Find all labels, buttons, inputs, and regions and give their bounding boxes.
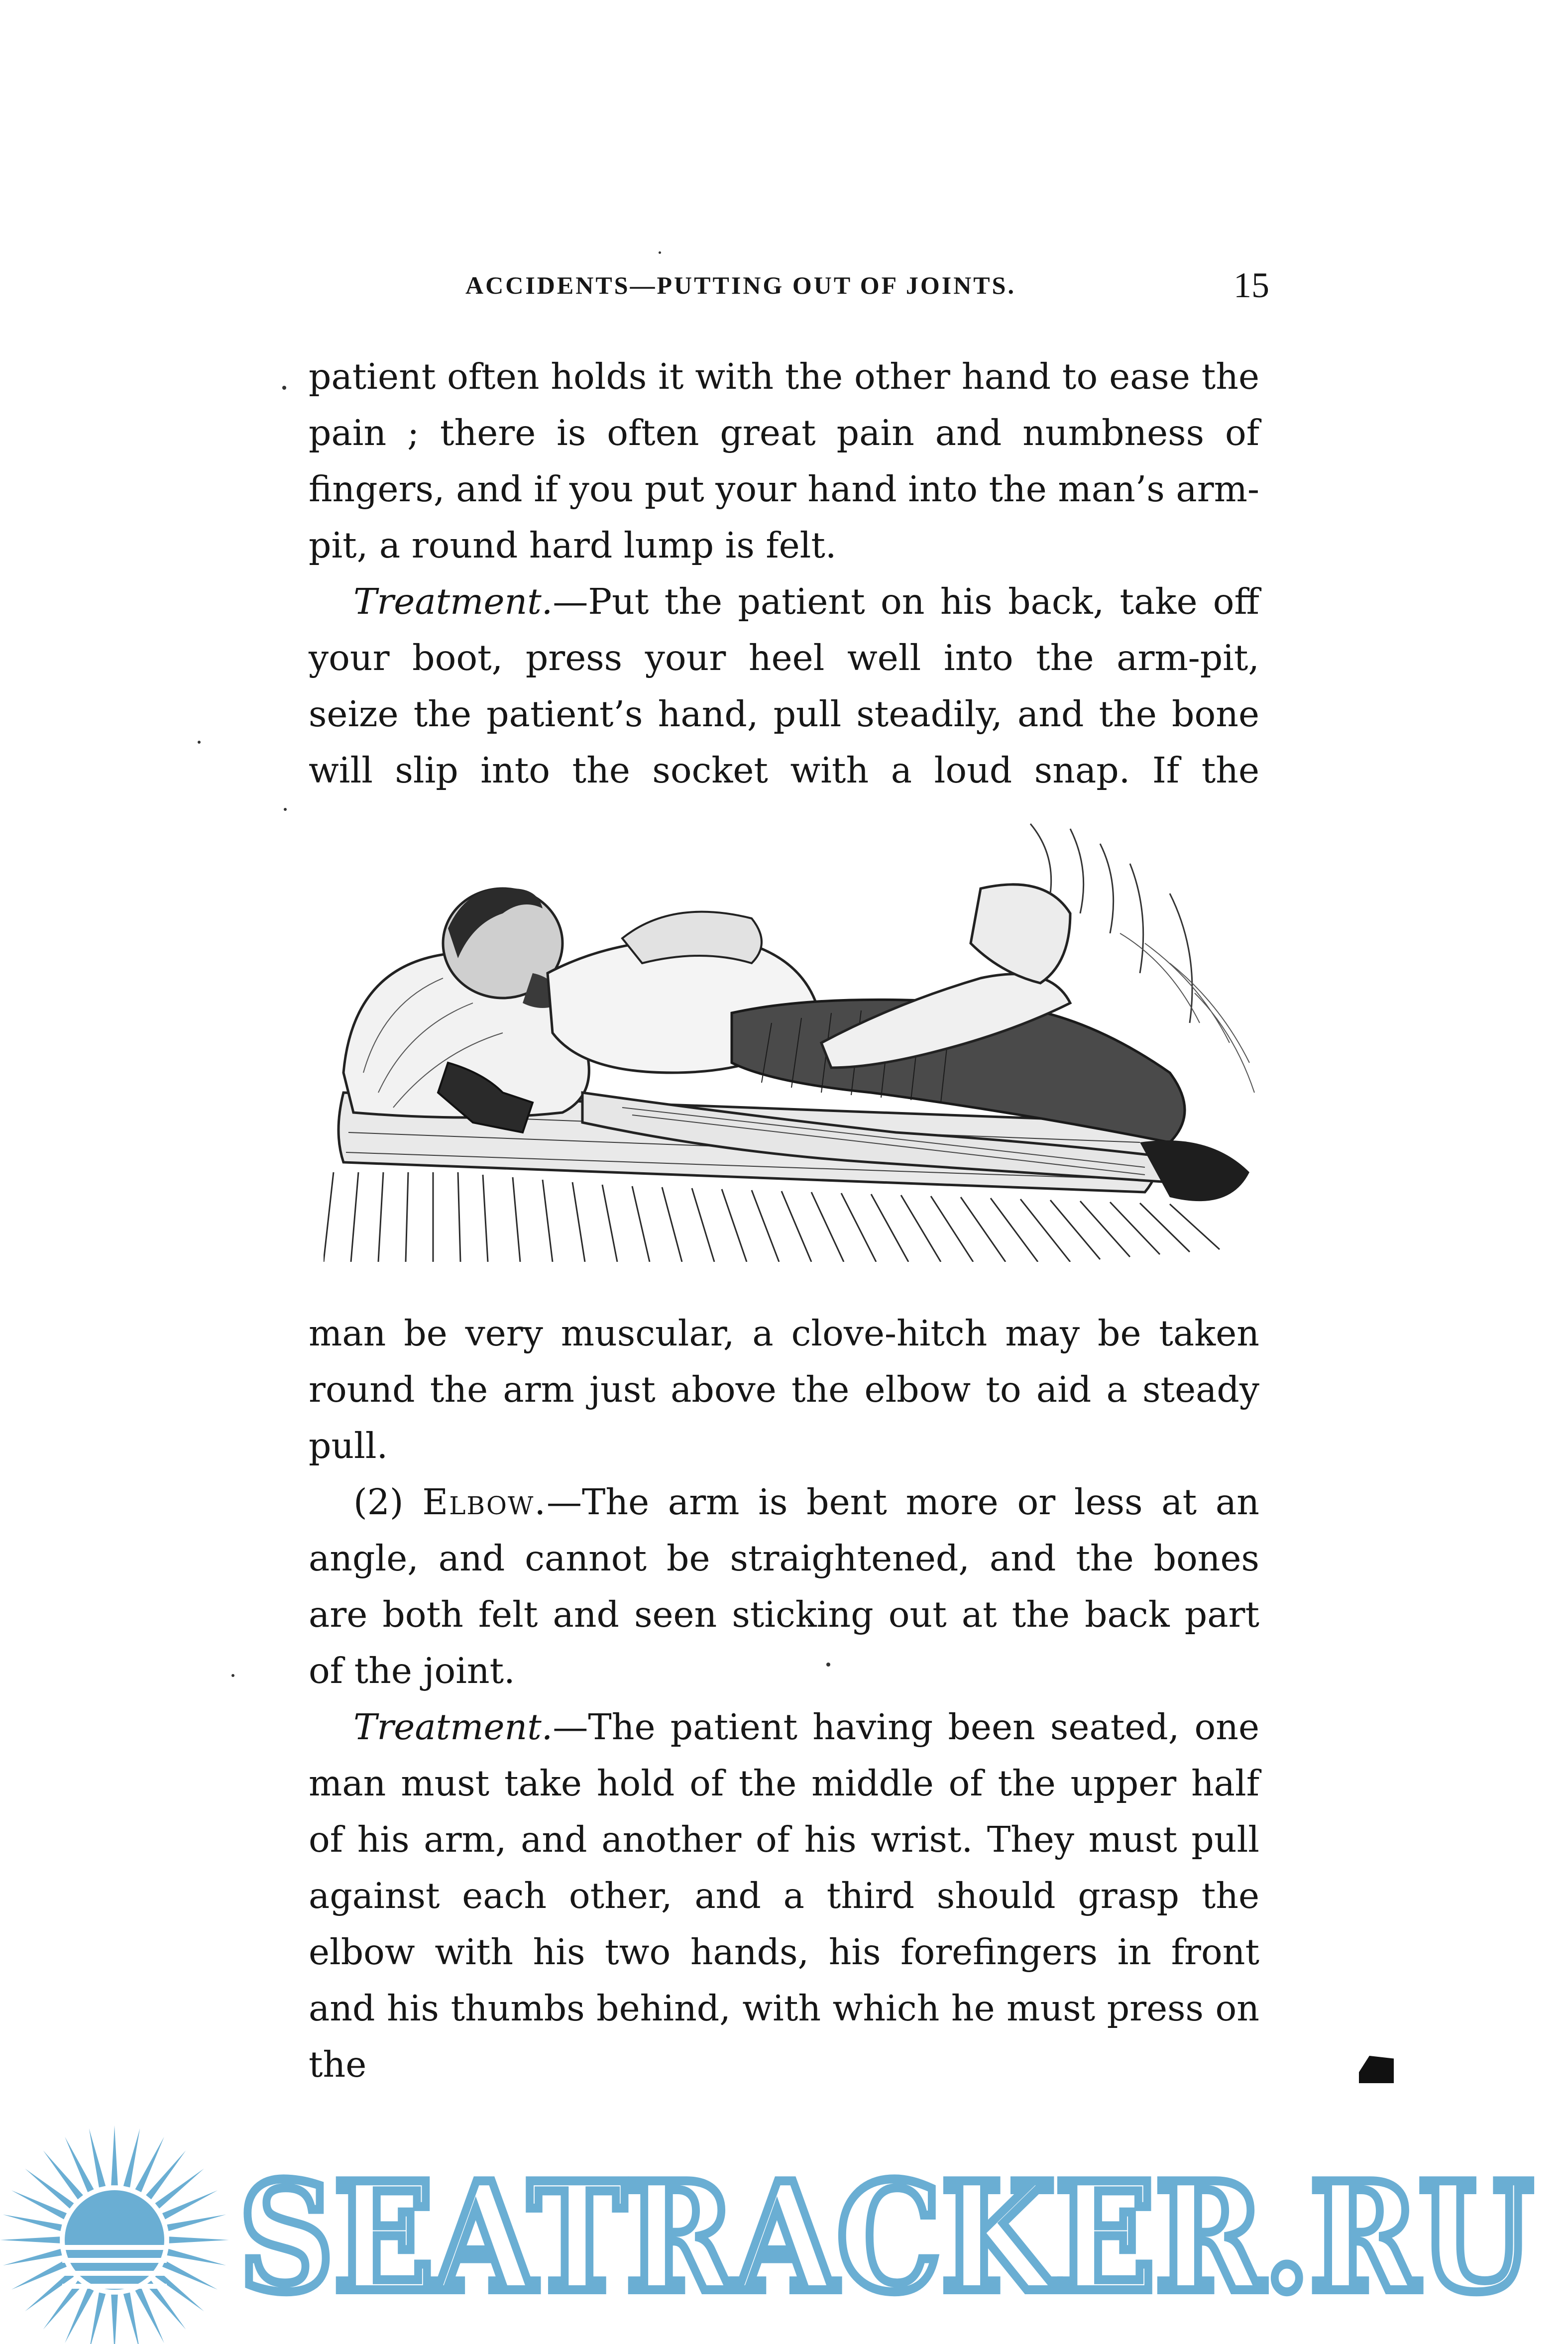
paragraph-treatment-elbow: [309, 1699, 1259, 2093]
ink-speck: [198, 741, 201, 744]
sun-ray: [123, 2128, 140, 2188]
paragraph-treatment-shoulder: [309, 573, 1259, 798]
sun-stripe: [62, 2271, 167, 2276]
sun-stripe: [62, 2258, 167, 2263]
watermark: [0, 2091, 1568, 2344]
running-title: ACCIDENTS—PUTTING OUT OF JOINTS.: [465, 271, 1016, 299]
sun-ray: [25, 2169, 74, 2209]
ink-speck: [826, 1663, 830, 1667]
ink-speck: [231, 1674, 234, 1677]
section-heading: Elbow.: [422, 1481, 547, 1523]
sun-ray: [43, 2150, 83, 2199]
ink-speck: [659, 251, 661, 254]
sun-ray: [146, 2150, 186, 2199]
ink-speck: [284, 808, 287, 811]
treatment-text: —The patient having been seated, one man must take hold of the middle of the upper half of his arm, and another of his wrist. They must pull against each other, and a third should grasp the elbow with his two hands, his forefingers in front and his thumbs behind, with which he must press on the: [309, 1706, 1259, 2085]
sun-ray: [25, 2271, 74, 2311]
elbow-text: —The arm is bent more or less at an angle, and cannot be straightened, and the bones are both felt and seen sticking out at the back part of the joint.: [309, 1481, 1259, 1691]
sun-ray: [3, 2215, 62, 2231]
watermark-text: SEATRACKER.RU: [239, 2149, 1533, 2325]
text-block-top: [309, 348, 1259, 798]
sun-stripe: [62, 2245, 167, 2250]
sun-ray: [155, 2169, 204, 2209]
sun-ray: [89, 2293, 106, 2344]
sun-ray: [3, 2249, 62, 2265]
engraving-illustration: [324, 814, 1264, 1262]
treatment-lead: Treatment.: [353, 1706, 553, 1748]
assistant-arms: [821, 824, 1192, 1068]
paragraph-elbow: [309, 1474, 1259, 1699]
running-head: [309, 265, 1269, 310]
sun-stripe: [62, 2284, 167, 2289]
sun-ray: [89, 2128, 106, 2188]
sun-ray: [111, 2295, 118, 2344]
paragraph-continued: patient often holds it with the other hand to ease the pain ; there is often great pain and numbness of fingers, and if you put your hand into the man’s arm-pit, a round hard lump is felt.: [309, 356, 1259, 566]
sun-ray: [167, 2249, 226, 2265]
sun-ray: [0, 2236, 60, 2243]
sunburst-logo: [0, 2125, 229, 2344]
treatment-text: —Put the patient on his back, take off your boot, press your heel well into the arm-pit, seize the patient’s hand, pull steadily, and the bone will slip into the socket with a loud snap. If the: [309, 581, 1259, 791]
section-number: (2): [353, 1481, 404, 1523]
sun-ray: [155, 2271, 204, 2311]
ink-speck: [282, 386, 286, 390]
sun-ray: [167, 2215, 226, 2231]
sun-ray: [169, 2236, 229, 2243]
treatment-lead: Treatment.: [353, 581, 553, 622]
sun-ray: [111, 2125, 118, 2185]
text-block-bottom: [309, 1305, 1259, 2093]
sun-ray: [123, 2293, 140, 2344]
ink-blot: [1359, 2056, 1394, 2083]
page-number: 15: [1233, 265, 1269, 305]
paragraph-continuation: man be very muscular, a clove-hitch may be taken round the arm just above the elbow to aid a steady pull.: [309, 1313, 1259, 1466]
